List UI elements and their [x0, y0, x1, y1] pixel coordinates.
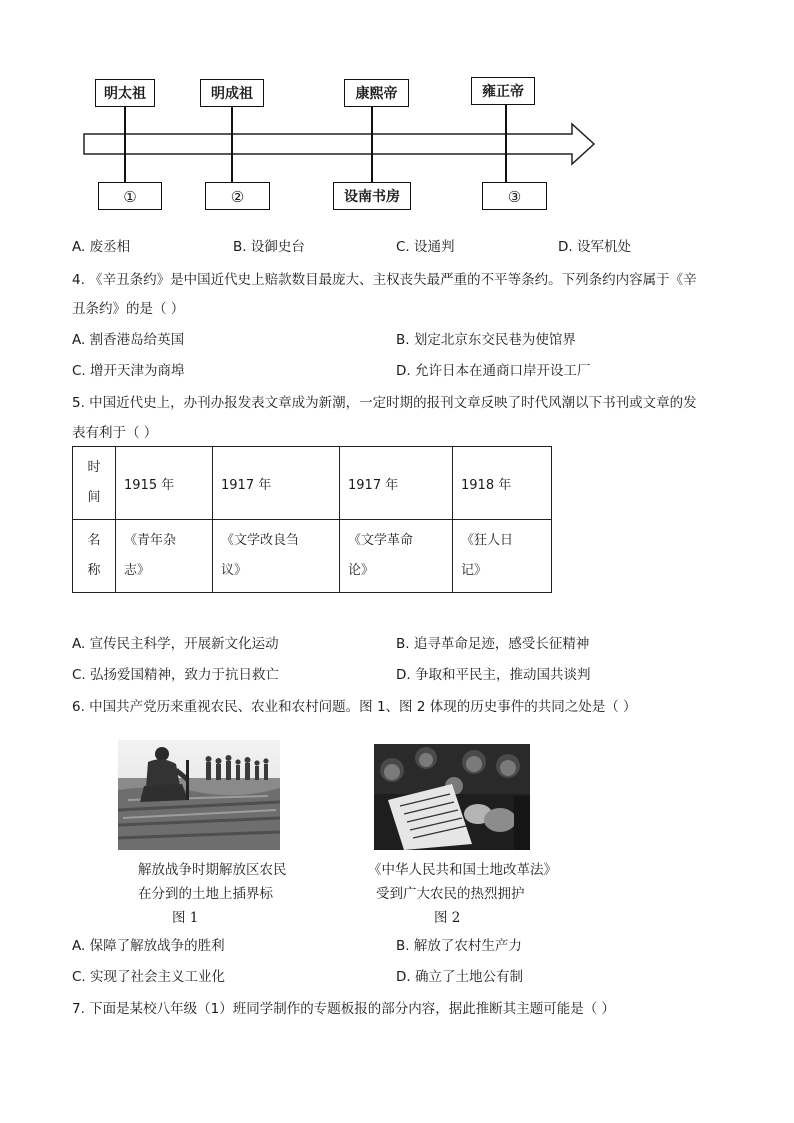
q3-option-d[interactable]: D. 设军机处: [558, 239, 631, 255]
q6-option-d[interactable]: D. 确立了土地公有制: [396, 969, 523, 985]
table-cell-name: [340, 520, 453, 593]
q6-option-a[interactable]: A. 保障了解放战争的胜利: [72, 938, 225, 954]
table-name-line: 议》: [221, 563, 248, 578]
figure-1-caption-line2: 在分到的土地上插界标: [138, 886, 273, 902]
timeline-top-label: 明成祖: [200, 79, 264, 107]
table-name-line: 志》: [124, 563, 151, 578]
table-cell-name: [453, 520, 552, 593]
q4-stem-line1: 4. 《辛丑条约》是中国近代史上赔款数目最庞大、主权丧失最严重的不平等条约。下列条约内容属于《辛: [72, 272, 697, 288]
table-name-line: 《文学革命: [348, 533, 414, 548]
table-cell-name: [116, 520, 213, 593]
timeline-top-label: 康熙帝: [344, 79, 409, 107]
figure-2-caption-line2: 受到广大农民的热烈拥护: [376, 886, 525, 902]
table-header-char: 时: [87, 460, 101, 475]
figure-2-photo: [374, 744, 530, 850]
q5-stem-line1: 5. 中国近代史上，办刊办报发表文章成为新潮，一定时期的报刊文章反映了时代风潮以下书刊或文章的发: [72, 395, 697, 411]
q5-option-c[interactable]: C. 弘扬爱国精神，致力于抗日救亡: [72, 667, 280, 683]
figure-2-label: 图 2: [434, 910, 461, 926]
q4-option-d[interactable]: D. 允许日本在通商口岸开设工厂: [396, 363, 591, 379]
timeline-bottom-label: ②: [205, 182, 270, 210]
q5-option-a[interactable]: A. 宣传民主科学，开展新文化运动: [72, 636, 279, 652]
table-name-line: 《文学改良刍: [221, 533, 300, 548]
q7-stem: 7. 下面是某校八年级（1）班同学制作的专题板报的部分内容，据此推断其主题可能是（ ）: [72, 1001, 616, 1017]
q6-stem: 6. 中国共产党历来重视农民、农业和农村问题。图 1、图 2 体现的历史事件的共同之处是（ ）: [72, 699, 637, 715]
q5-option-b[interactable]: B. 追寻革命足迹，感受长征精神: [396, 636, 590, 652]
figure-1-label: 图 1: [172, 910, 199, 926]
table-name-line: 记》: [461, 563, 488, 578]
timeline-top-label: 雍正帝: [471, 77, 535, 105]
timeline-bottom-label: 设南书房: [333, 182, 411, 210]
figure-1-photo: [118, 740, 280, 850]
figure-1-caption-line1: 解放战争时期解放区农民: [138, 862, 287, 878]
figure-2-caption-line1: 《中华人民共和国土地改革法》: [368, 862, 557, 878]
q4-option-b[interactable]: B. 划定北京东交民巷为使馆界: [396, 332, 576, 348]
table-name-line: 论》: [348, 563, 375, 578]
timeline-stem: [505, 105, 507, 182]
table-cell-year: 1917 年: [340, 447, 453, 520]
timeline-bottom-label: ①: [98, 182, 162, 210]
q6-option-b[interactable]: B. 解放了农村生产力: [396, 938, 522, 954]
table-cell-name: [213, 520, 340, 593]
table-header-char: 间: [87, 490, 101, 505]
timeline-bottom-label: ③: [482, 182, 547, 210]
q3-option-c[interactable]: C. 设通判: [396, 239, 455, 255]
table-header-char: 名: [87, 533, 101, 548]
table-header-time: [73, 447, 116, 520]
table-cell-year: 1918 年: [453, 447, 552, 520]
table-name-line: 《青年杂: [124, 533, 177, 548]
q5-option-d[interactable]: D. 争取和平民主，推动国共谈判: [396, 667, 591, 683]
timeline-stem: [124, 107, 126, 182]
table-header-char: 称: [87, 563, 101, 578]
timeline-stem: [371, 107, 373, 182]
q4-stem-line2: 丑条约》的是（ ）: [72, 301, 185, 317]
q4-option-a[interactable]: A. 割香港岛给英国: [72, 332, 185, 348]
q3-option-b[interactable]: B. 设御史台: [233, 239, 305, 255]
q3-option-a[interactable]: A. 废丞相: [72, 239, 131, 255]
timeline-stem: [231, 107, 233, 182]
table-cell-year: 1915 年: [116, 447, 213, 520]
q5-table: [72, 446, 552, 593]
q5-stem-line2: 表有利于（ ）: [72, 425, 158, 441]
timeline-arrow: [80, 120, 600, 170]
q6-option-c[interactable]: C. 实现了社会主义工业化: [72, 969, 226, 985]
table-header-name: [73, 520, 116, 593]
timeline-top-label: 明太祖: [95, 79, 155, 107]
table-name-line: 《狂人日: [461, 533, 514, 548]
table-cell-year: 1917 年: [213, 447, 340, 520]
q4-option-c[interactable]: C. 增开天津为商埠: [72, 363, 185, 379]
